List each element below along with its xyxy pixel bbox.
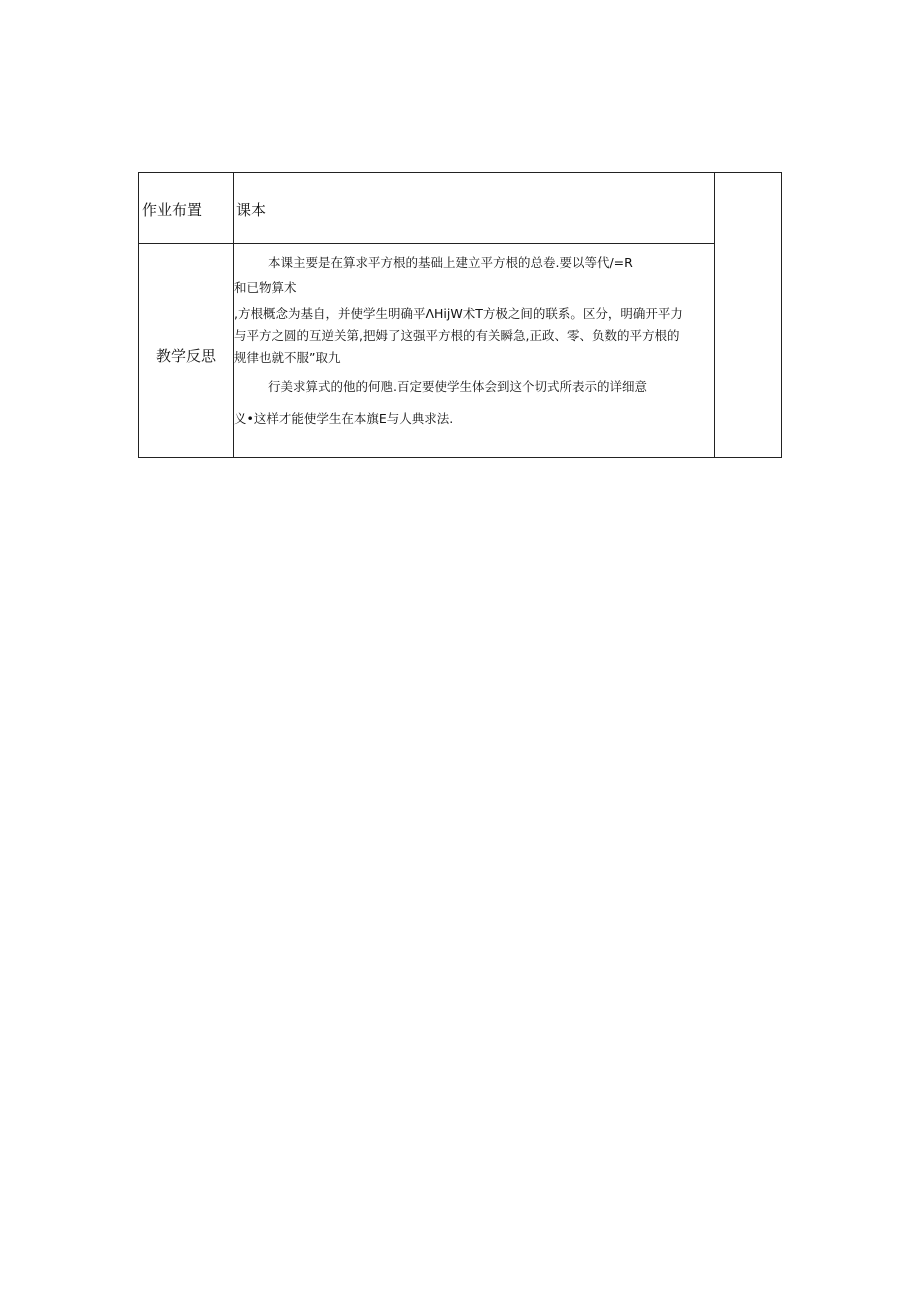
reflection-line: 与平方之圆的互逆关第,把姆了这强平方根的有关瞬急,正政、零、负数的平方根的 xyxy=(234,328,680,343)
row-divider xyxy=(139,243,715,244)
homework-label: 作业布置 xyxy=(142,201,203,219)
reflection-line: 本课主要是在算求平方根的基础上建立平方根的总卷.要以等代/=R xyxy=(268,255,633,270)
reflection-content xyxy=(234,257,716,427)
homework-value: 课本 xyxy=(236,201,267,219)
reflection-line: 和已物算术 xyxy=(234,280,297,295)
reflection-label: 教学反思 xyxy=(156,347,217,365)
reflection-line: ,方根概念为基自，并使学生明确平ΛHijW术T方极之间的联系。区分，明确开平力 xyxy=(234,306,683,321)
reflection-line: 义•这样才能使学生在本旗E与人典求法. xyxy=(234,411,454,426)
reflection-line: 规律也就不服”取九 xyxy=(234,350,341,365)
reflection-line: 行美求算式的他的何虺.百定要使学生体会到这个切式所表示的详细意 xyxy=(268,379,647,394)
lesson-plan-table xyxy=(138,172,782,458)
